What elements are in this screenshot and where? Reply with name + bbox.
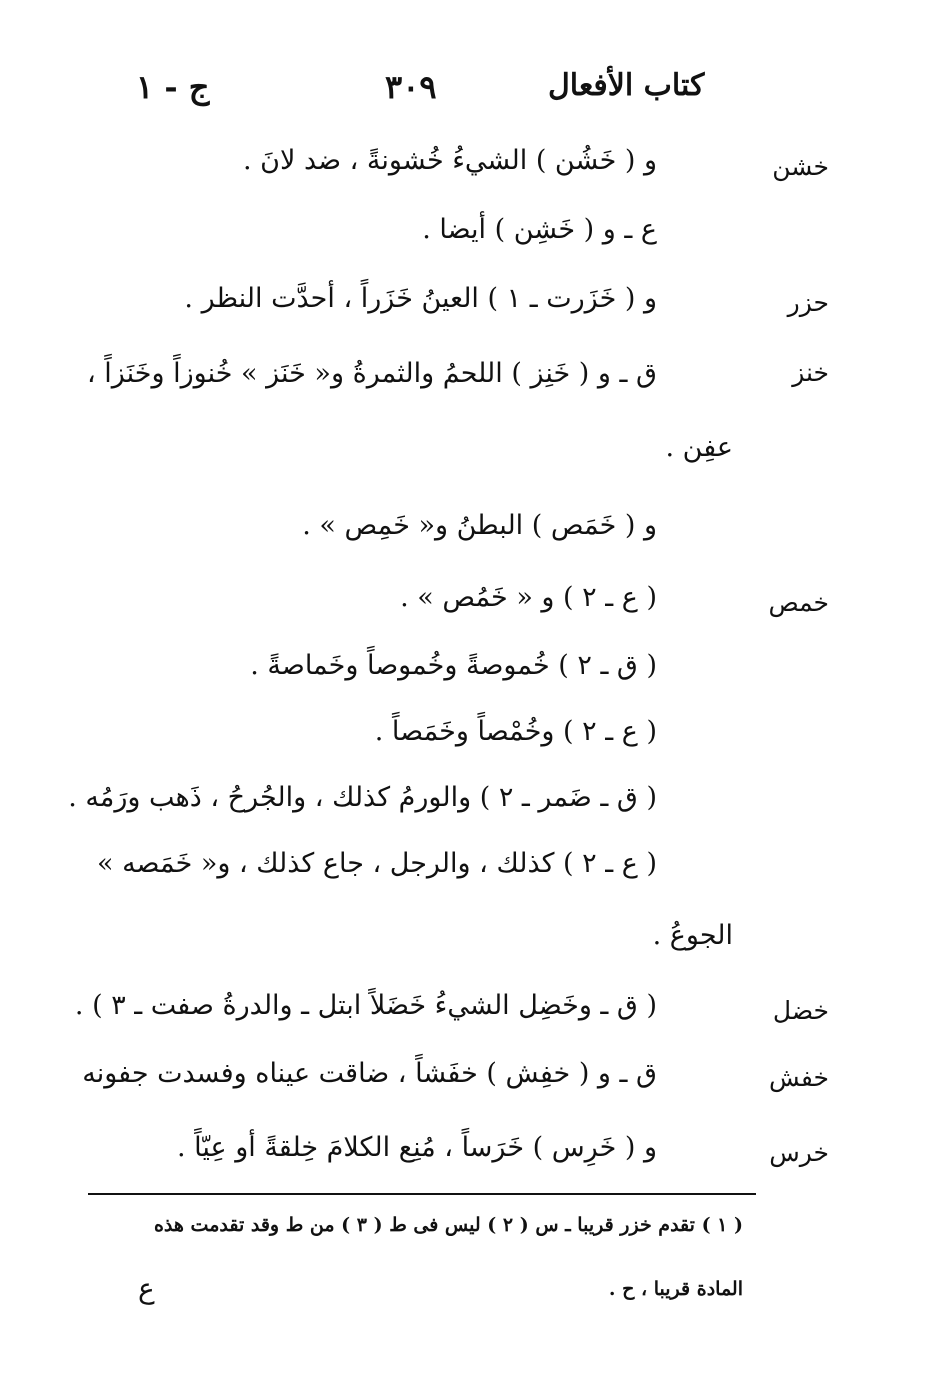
text-line: الجوعُ . xyxy=(652,920,733,951)
margin-root-kharas: خرس xyxy=(769,1138,829,1167)
text-line: ق ـ و ( خَنِز ) اللحمُ والثمرةُ و« خَنَز » خُنوزاً وخَنَزاً ، xyxy=(86,358,657,389)
text-line: ( ق ـ ضَمر ـ ٢ ) والورمُ كذلك ، والجُرحُ ، ذَهب ورَمُه . xyxy=(68,782,657,813)
text-line: ( ع ـ ٢ ) كذلك ، والرجل ، جاع كذلك ، و« خَمَصه » xyxy=(96,848,657,879)
text-line: و ( خَمَص ) البطنُ و« خَمِص » . xyxy=(302,510,657,541)
signature-mark: ع xyxy=(138,1272,155,1305)
text-line: ( ع ـ ٢ ) و « خَمُص » . xyxy=(400,582,657,613)
margin-root-khafash: خفش xyxy=(769,1063,829,1092)
margin-root-khadl: خضل xyxy=(772,996,829,1025)
page-number: ٣٠٩ xyxy=(385,68,437,106)
text-line: ( ق ـ وخَضِل الشيءُ خَضَلاً ابتل ـ والدرةُ صفت ـ ٣ ) . xyxy=(74,990,657,1021)
text-line: ( ع ـ ٢ ) وخُمْصاً وخَمَصاً . xyxy=(374,716,657,747)
margin-root-khashun: خشن xyxy=(772,152,829,181)
text-line: ع ـ و ( خَشِن ) أيضا . xyxy=(422,214,657,245)
volume-label: ج - ١ xyxy=(136,68,210,106)
margin-root-khams: خمص xyxy=(768,588,829,617)
margin-root-hazr: حزر xyxy=(787,288,829,317)
footnote-rule xyxy=(88,1193,756,1195)
text-line: و ( خَشُن ) الشيءُ خُشونةً ، ضد لانَ . xyxy=(242,145,657,176)
text-line: و ( خَرِس ) خَرَساً ، مُنِع الكلامَ خِلقةً أو عِيّاً . xyxy=(176,1132,657,1163)
footnote-line: ( ١ ) تقدم خزر قريبا ـ س ( ٢ ) ليس فى ط ( ٣ ) من ط وقد تقدمت هذه xyxy=(153,1214,743,1236)
text-line: و ( خَزَرت ـ ١ ) العينُ خَزَراً ، أحدَّت النظر . xyxy=(184,283,657,314)
text-line: ( ق ـ ٢ ) خُموصةً وخُموصاً وخَماصةً . xyxy=(250,650,657,681)
text-line: عفِن . xyxy=(665,432,733,463)
footnote-line: المادة قريبا ، ح . xyxy=(608,1278,743,1300)
margin-root-khanz: خنز xyxy=(792,358,829,387)
text-line: ق ـ و ( خفِش ) خفَشاً ، ضاقت عيناه وفسدت جفونه xyxy=(82,1058,657,1089)
running-title: كتاب الأفعال xyxy=(548,68,705,103)
